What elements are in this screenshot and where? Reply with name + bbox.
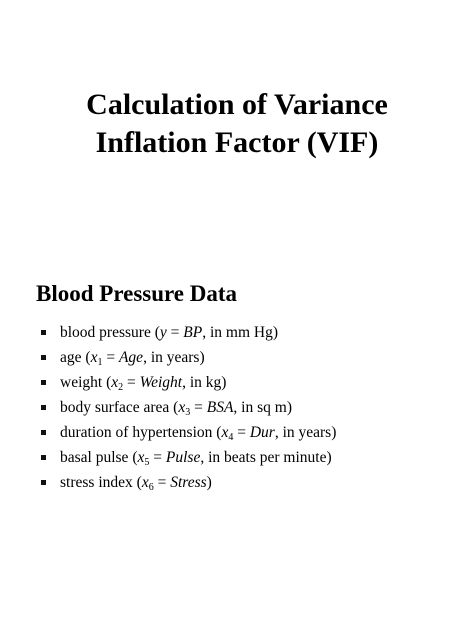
variable-symbol: x bbox=[221, 424, 229, 441]
variable-subscript: 5 bbox=[144, 457, 150, 468]
variable-name: basal pulse bbox=[60, 449, 129, 466]
square-bullet-icon bbox=[41, 480, 46, 485]
variable-abbreviation: Weight bbox=[139, 374, 183, 391]
variable-unit: in beats per minute bbox=[208, 449, 327, 466]
variable-subscript: 3 bbox=[185, 407, 191, 418]
page-title bbox=[0, 86, 474, 162]
variable-symbol: y bbox=[159, 324, 167, 341]
variable-unit: in mm Hg bbox=[209, 324, 273, 341]
variable-subscript: 6 bbox=[148, 482, 154, 493]
variable-symbol: x bbox=[137, 449, 145, 466]
variable-name: weight bbox=[60, 374, 103, 391]
variable-unit: in kg bbox=[189, 374, 222, 391]
list-item: age ($x_1$ = Age, in years) bbox=[38, 345, 336, 370]
list-item: duration of hypertension ($x_4$ = Dur, in years) bbox=[38, 420, 336, 445]
variable-name: body surface area bbox=[60, 399, 170, 416]
page-title-line-2: Inflation Factor (VIF) bbox=[95, 126, 379, 159]
variable-subscript: 4 bbox=[228, 432, 234, 443]
variable-name: age bbox=[60, 349, 82, 366]
variable-abbreviation: Pulse bbox=[165, 449, 201, 466]
square-bullet-icon bbox=[41, 380, 46, 385]
variable-name: blood pressure bbox=[60, 324, 151, 341]
section-heading: Blood Pressure Data bbox=[36, 281, 238, 306]
variable-unit: in years bbox=[150, 349, 200, 366]
square-bullet-icon bbox=[41, 405, 46, 410]
variable-subscript: 1 bbox=[97, 357, 103, 368]
variable-symbol: x bbox=[141, 474, 149, 491]
page-title-line-1: Calculation of Variance bbox=[86, 88, 388, 121]
variable-unit: in sq m bbox=[241, 399, 287, 416]
variable-abbreviation: Age bbox=[118, 349, 144, 366]
variable-symbol: x bbox=[111, 374, 119, 391]
variable-list bbox=[38, 320, 336, 495]
variable-subscript: 2 bbox=[118, 382, 124, 393]
variable-unit: in years bbox=[282, 424, 332, 441]
list-item: body surface area ($x_3$ = BSA, in sq m) bbox=[38, 395, 336, 420]
variable-abbreviation: Stress bbox=[170, 474, 207, 491]
variable-abbreviation: BP bbox=[183, 324, 203, 341]
list-item: basal pulse ($x_5$ = Pulse, in beats per minute) bbox=[38, 445, 336, 470]
list-item: weight ($x_2$ = Weight, in kg) bbox=[38, 370, 336, 395]
square-bullet-icon bbox=[41, 455, 46, 460]
variable-name: duration of hypertension bbox=[60, 424, 213, 441]
square-bullet-icon bbox=[41, 430, 46, 435]
square-bullet-icon bbox=[41, 330, 46, 335]
variable-symbol: x bbox=[178, 399, 186, 416]
list-item: stress index ($x_6$ = Stress) bbox=[38, 470, 336, 495]
variable-abbreviation: Dur bbox=[249, 424, 275, 441]
list-item: blood pressure (y = BP, in mm Hg) bbox=[38, 320, 336, 345]
square-bullet-icon bbox=[41, 355, 46, 360]
variable-name: stress index bbox=[60, 474, 133, 491]
variable-abbreviation: BSA bbox=[206, 399, 234, 416]
variable-symbol: x bbox=[90, 349, 98, 366]
